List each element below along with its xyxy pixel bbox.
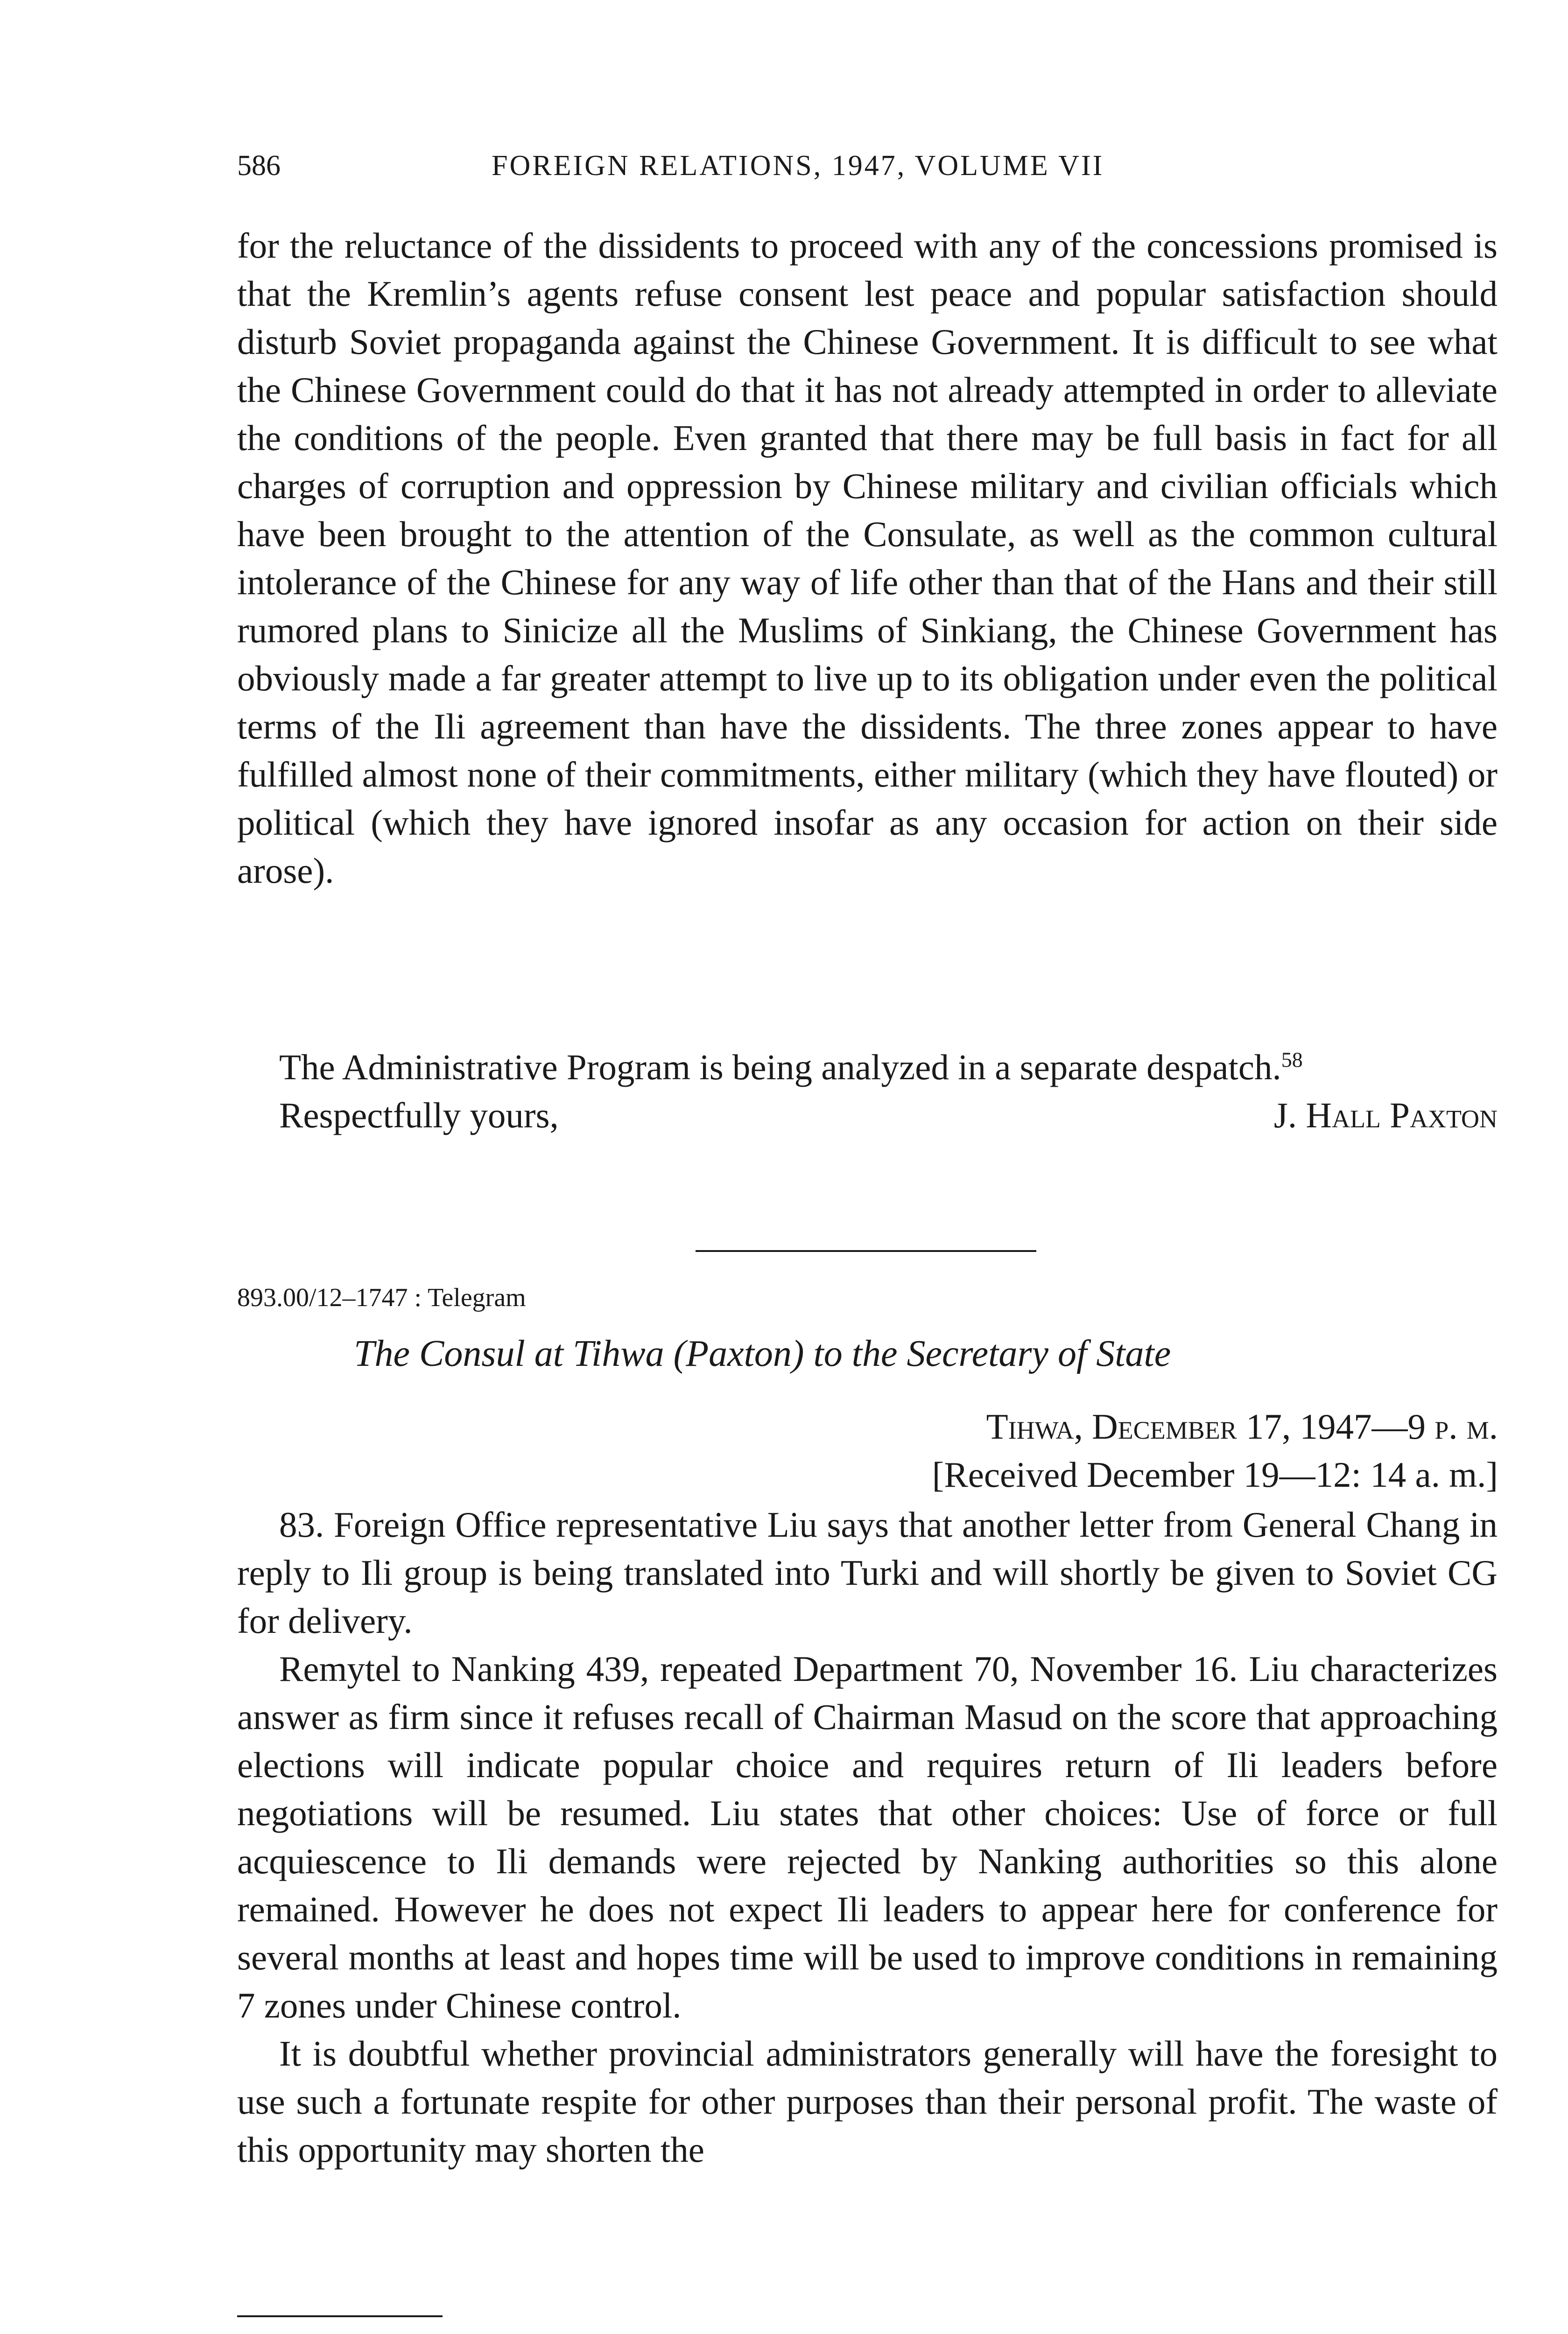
dateline-block [704,1403,1498,1499]
received-line: [Received December 19—12: 14 a. m.] [932,1455,1498,1495]
program-paragraph-text: The Administrative Program is being analyzed in a separate despatch. [279,1047,1281,1087]
running-head [237,145,1498,187]
telegram-text-block [237,1501,1498,2174]
program-paragraph [237,1043,1498,1091]
signature: J. Hall Paxton [1273,1095,1498,1135]
file-number: 893.00/12–1747 : Telegram [237,1283,526,1312]
footnote-reference: 58 [1281,1047,1303,1072]
letter-closing-block [237,1043,1498,1139]
paragraph: It is doubtful whether provincial administrators generally will have the foresight to use such a fortunate respite for other purposes than their personal profit. The waste of this opportunity may shorten the [237,2033,1498,2170]
paragraph: 83. Foreign Office representative Liu says that another letter from General Chang in reply to Ili group is being translated into Turki and will shortly be given to Soviet CG for delivery. [237,1504,1498,1641]
signature-line [237,1091,1498,1139]
continued-text-block [237,222,1498,895]
section-divider [696,1250,1036,1252]
document-title: The Consul at Tihwa (Paxton) to the Secretary of State [354,1333,1171,1374]
complimentary-close: Respectfully yours, [279,1095,559,1135]
page-number: 586 [237,150,281,182]
dateline: Tihwa, December 17, 1947—9 p. m. [986,1406,1498,1447]
continued-paragraph: for the reluctance of the dissidents to proceed with any of the concessions promised is that the Kremlin’s agents refuse consent lest peace and popular satisfaction should disturb Soviet propaganda against the Chinese Government. It is difficult to see what the Chinese Government could do that it has not already attempted in order to alleviate the conditions of the people. Even granted that there may be full basis in fact for all charges of corruption and oppression by Chinese military and civilian officials which have been brought to the attention of the Consulate, as well as the common cultural intolerance of the Chinese for any way of life other than that of the Hans and their still rumored plans to Sinicize all the Muslims of Sinkiang, the Chinese Government has obviously made a far greater attempt to live up to its obligation under even the political terms of the Ili agreement than have the dissidents. The three zones appear to have fulfilled almost none of their commitments, either military (which they have flouted) or political (which they have ignored insofar as any occasion for action on their side arose). [237,225,1498,891]
running-title: FOREIGN RELATIONS, 1947, VOLUME VII [492,150,1104,182]
paragraph: Remytel to Nanking 439, repeated Department 70, November 16. Liu characterizes answer as firm since it refuses recall of Chairman Masud on the score that approaching elections will indicate popular choice and requires return of Ili leaders before negotiations will be resumed. Liu states that other choices: Use of force or full acquiescence to Ili demands were rejected by Nanking authorities so this alone remained. However he does not expect Ili leaders to appear here for conference for several months at least and hopes time will be used to improve conditions in remaining 7 zones under Chinese control. [237,1649,1498,2025]
footnote-divider [237,2315,443,2317]
